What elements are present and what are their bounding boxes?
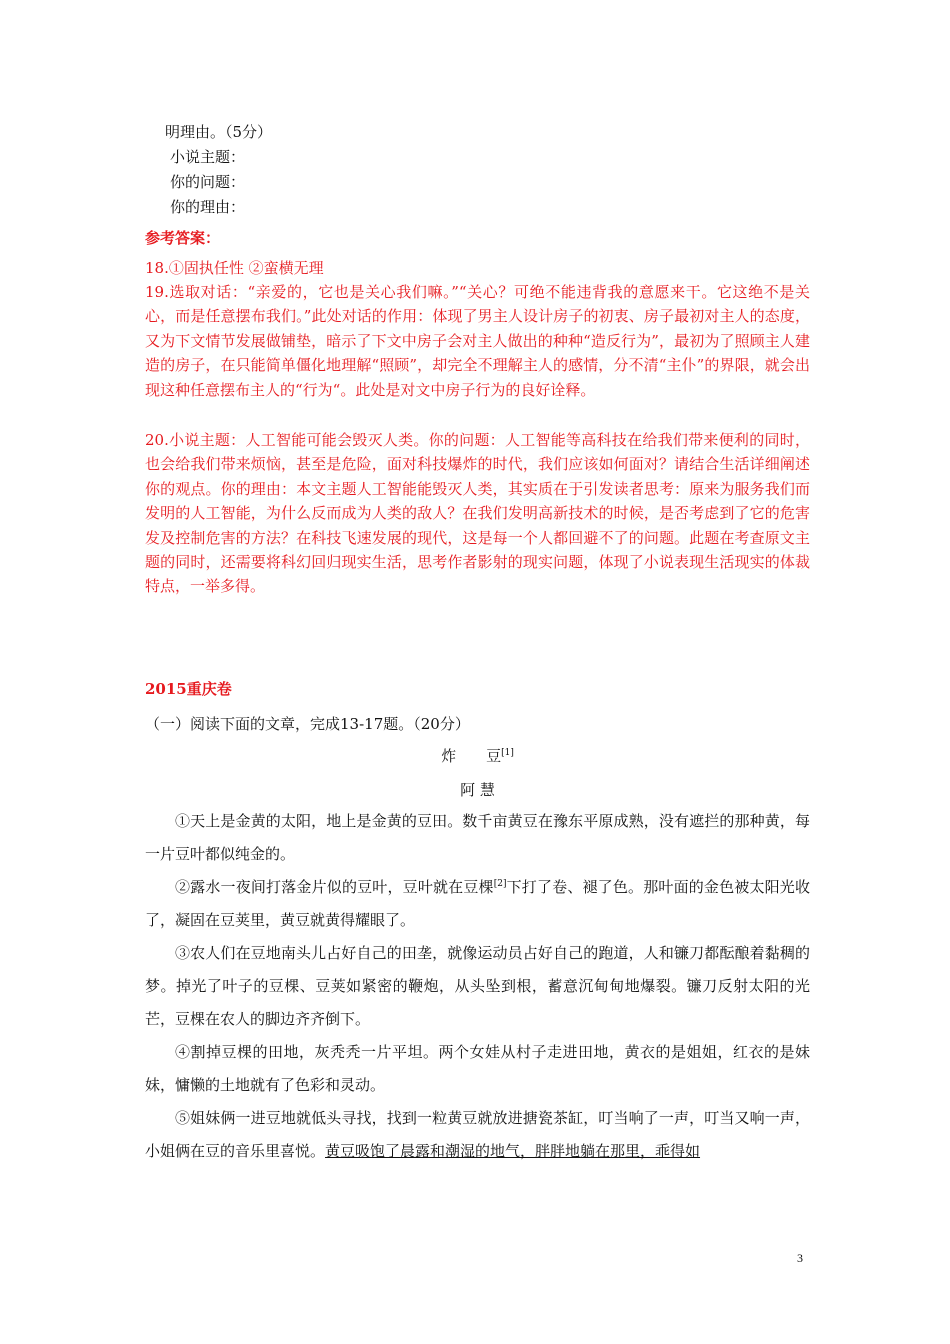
article-body	[145, 805, 810, 1168]
prompt-reason: 你的理由：	[170, 198, 246, 216]
prompt-question: 你的问题：	[170, 173, 246, 191]
paragraph-2-note: [2]	[493, 879, 507, 889]
article-title-note: [1]	[501, 748, 514, 758]
paragraph-2-text-before: ②露水一夜间打落金片似的豆叶，豆叶就在豆棵	[175, 878, 494, 896]
page-number: 3	[797, 1251, 803, 1265]
article-author: 阿 慧	[460, 781, 495, 799]
paragraph-2	[145, 871, 810, 937]
paragraph-1: ①天上是金黄的太阳，地上是金黄的豆田。数千亩黄豆在豫东平原成熟，没有遮拦的那种黄，每一片豆叶都似纯金的。	[145, 812, 810, 863]
paragraph-4: ④割掉豆棵的田地，灰秃秃一片平坦。两个女娃从村子走进田地，黄衣的是姐姐，红衣的是妹妹，慵懒的土地就有了色彩和灵动。	[145, 1043, 810, 1094]
answer-18: 18.①固执任性 ②蛮横无理	[145, 259, 324, 277]
prompt-theme: 小说主题：	[170, 148, 246, 166]
instruction: （一）阅读下面的文章，完成13-17题。（20分）	[145, 715, 470, 733]
answer-header: 参考答案：	[145, 229, 221, 247]
question-tail: 明理由。（5分）	[165, 123, 273, 141]
paragraph-5	[145, 1102, 810, 1168]
paragraph-3: ③农人们在豆地南头儿占好自己的田垄，就像运动员占好自己的跑道，人和镰刀都酝酿着黏稠的梦。掉光了叶子的豆棵、豆荚如紧密的鞭炮，从头坠到根，蓄意沉甸甸地爆裂。镰刀反射太阳的光芒，豆棵在农人的脚边齐齐倒下。	[145, 944, 810, 1028]
paragraph-5-underlined: 黄豆吸饱了晨露和潮湿的地气，胖胖地躺在那里，乖得如	[325, 1142, 701, 1160]
article-title-text: 炸 豆	[441, 747, 502, 765]
section-title: 2015重庆卷	[145, 680, 232, 698]
article-title	[145, 744, 810, 768]
answer-20: 20.小说主题：人工智能可能会毁灭人类。你的问题：人工智能等高科技在给我们带来便利的同时，也会给我们带来烦恼，甚至是危险，面对科技爆炸的时代，我们应该如何面对？请结合生活详细阐述你的观点。你的理由：本文主题人工智能能毁灭人类，其实质在于引发读者思考：原来为服务我们而发明的人工智能，为什么反而成为人类的敌人？在我们发明高新技术的时候，是否考虑到了它的危害发及控制危害的方法？在科技飞速发展的现代，这是每一个人都回避不了的问题。此题在考查原文主题的同时，还需要将科幻回归现实生活，思考作者影射的现实问题，体现了小说表现生活现实的体裁特点，一举多得。	[145, 431, 810, 596]
answer-19: 19.选取对话：“亲爱的，它也是关心我们嘛。”“关心？可绝不能违背我的意愿来干。它这绝不是关心，而是任意摆布我们。”此处对话的作用：体现了男主人设计房子的初衷、房子最初对主人的态度，又为下文情节发展做铺垫，暗示了下文中房子会对主人做出的种种“造反行为”，最初为了照顾主人建造的房子，在只能简单僵化地理解“照顾”，却完全不理解主人的感情，分不清“主仆”的界限，就会出现这种任意摆布主人的“行为“。此处是对文中房子行为的良好诠释。	[145, 283, 810, 399]
paragraph-2-text-after: 下打了卷、褪了色。那叶面的金色被太阳光收了，凝固在豆荚里，黄豆就黄得耀眼了。	[145, 878, 810, 929]
paragraph-5-text: ⑤姐妹俩一进豆地就低头寻找，找到一粒黄豆就放进搪瓷茶缸，叮当响了一声，叮当又响一声，小姐俩在豆的音乐里喜悦。	[145, 1109, 810, 1160]
